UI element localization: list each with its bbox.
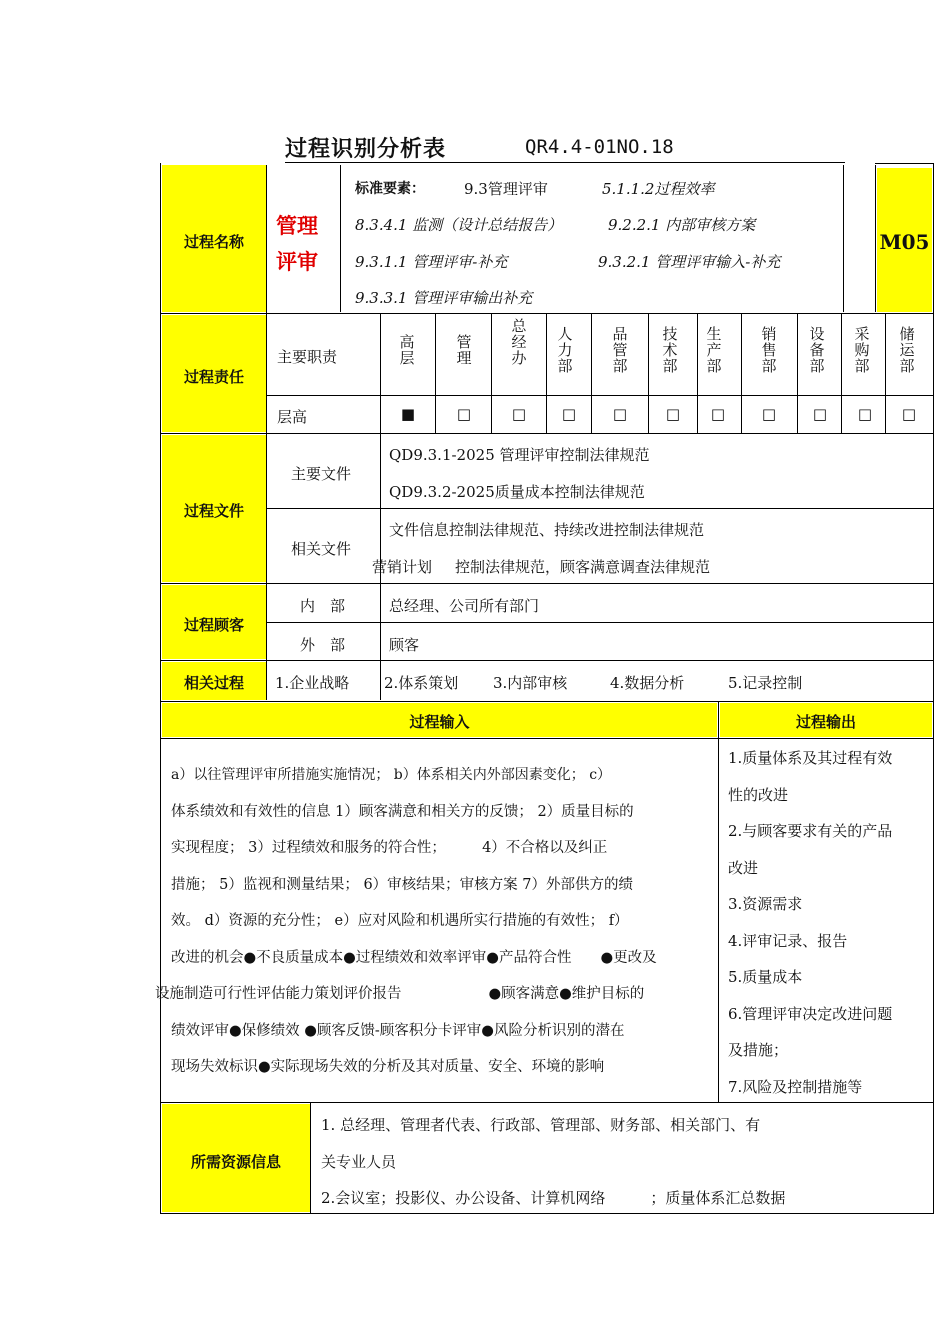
output-header: 过程输出	[795, 713, 856, 731]
main-duties-label: 主要职责	[277, 348, 338, 366]
resources-label: 所需资源信息	[190, 1153, 281, 1171]
related-process-item: 1.企业战略	[275, 674, 350, 692]
dept-storage: 储运部	[899, 325, 915, 375]
input-line: 绩效评审●保修绩效 ●顾客反馈-顾客积分卡评审●风险分析识别的潜在	[171, 1022, 625, 1039]
output-line: 1.质量体系及其过程有效	[728, 749, 893, 767]
standard-element: 5.1.1.2过程效率	[602, 180, 715, 198]
main-documents-label: 主要文件	[291, 465, 352, 483]
process-name-line1: 管理	[276, 214, 318, 238]
external-customers-label: 外 部	[300, 636, 346, 654]
input-header: 过程输入	[409, 713, 470, 731]
document-title: 过程识别分析表	[285, 136, 447, 162]
documents-label: 过程文件	[183, 502, 244, 520]
dept-purchasing: 采购部	[854, 325, 870, 375]
input-line: 实现程度； 3）过程绩效和服务的符合性； 4）不合格以及纠正	[171, 840, 608, 856]
dept-production: 生产部	[706, 325, 722, 375]
output-line: 5.质量成本	[728, 968, 803, 986]
standard-element: 9.2.2.1 内部审核方案	[608, 216, 756, 234]
main-document: QD9.3.2-2025质量成本控制法律规范	[389, 483, 645, 501]
internal-customers-label: 内 部	[300, 597, 346, 615]
dept-general-office: 总经办	[511, 317, 527, 367]
output-line: 及措施；	[728, 1041, 789, 1059]
level-label: 层高	[277, 408, 308, 426]
process-name-label: 过程名称	[183, 233, 244, 251]
input-line: 效。 d）资源的充分性； e）应对风险和机遇所实行措施的有效性； f）	[171, 913, 629, 929]
input-line: a）以往管理评审所措施实施情况； b）体系相关内外部因素变化； c）	[171, 767, 612, 783]
dept-equipment: 设备部	[809, 325, 825, 375]
related-document: 营销计划	[372, 558, 433, 576]
standard-element: 9.3.2.1 管理评审输入-补充	[598, 253, 781, 271]
input-line: 改进的机会●不良质量成本●过程绩效和效率评审●产品符合性 ●更改及	[171, 949, 657, 966]
mark-hr: □	[561, 405, 577, 423]
output-line: 性的改进	[728, 785, 789, 804]
mark-equipment: □	[812, 405, 828, 423]
input-line: 现场失效标识●实际现场失效的分析及其对质量、安全、环境的影响	[171, 1059, 605, 1075]
related-process-item: 5.记录控制	[728, 674, 803, 692]
mark-top-management: ■	[400, 405, 416, 423]
related-process-item: 3.内部审核	[493, 674, 568, 692]
related-process-item: 4.数据分析	[610, 674, 685, 692]
related-document: 控制法律规范，顾客满意调查法律规范	[455, 558, 711, 576]
process-name-line2: 评审	[276, 250, 318, 274]
mark-quality: □	[612, 405, 628, 423]
dept-sales: 销售部	[761, 325, 777, 375]
mark-general-office: □	[511, 405, 527, 423]
resources-line: 关专业人员	[321, 1153, 397, 1171]
document-code: QR4.4-01NO.18	[525, 136, 674, 158]
input-line: 措施； 5）监视和测量结果； 6）审核结果；审核方案 7）外部供方的绩	[171, 876, 634, 893]
related-document: 文件信息控制法律规范、持续改进控制法律规范	[389, 521, 705, 539]
standard-element: 9.3.3.1 管理评审输出补充	[355, 289, 533, 307]
internal-customers-value: 总经理、公司所有部门	[389, 597, 540, 615]
mark-sales: □	[761, 405, 777, 423]
external-customers-value: 顾客	[389, 636, 420, 654]
resources-line: 2.会议室；投影仪、办公设备、计算机网络 ；质量体系汇总数据	[321, 1189, 786, 1207]
dept-management: 管理	[456, 333, 472, 367]
related-process-item: 2.体系策划	[384, 674, 459, 692]
standard-element: 8.3.4.1 监测（设计总结报告）	[355, 216, 563, 234]
process-output-text	[728, 740, 930, 1105]
mark-management: □	[456, 405, 472, 423]
output-line: 7.风险及控制措施等	[728, 1077, 863, 1096]
output-line: 2.与顾客要求有关的产品	[728, 822, 893, 840]
mark-storage: □	[901, 405, 917, 423]
related-documents-label: 相关文件	[291, 540, 352, 558]
mark-production: □	[710, 405, 726, 423]
responsibility-label: 过程责任	[183, 368, 244, 386]
dept-top-management: 高层	[399, 333, 415, 367]
customers-label: 过程顾客	[183, 616, 244, 634]
output-line: 改进	[728, 858, 759, 877]
standard-element: 9.3.1.1 管理评审-补充	[355, 253, 508, 271]
output-line: 3.资源需求	[728, 895, 803, 913]
output-line: 6.管理评审决定改进问题	[728, 1004, 893, 1023]
dept-quality: 品管部	[612, 325, 628, 375]
mark-purchasing: □	[857, 405, 873, 423]
input-line: 体系绩效和有效性的信息 1）顾客满意和相关方的反馈； 2）质量目标的	[171, 803, 634, 820]
process-input-text	[155, 757, 716, 1086]
standard-element: 9.3管理评审	[464, 180, 548, 198]
dept-technical: 技术部	[662, 325, 678, 375]
mark-technical: □	[665, 405, 681, 423]
dept-hr: 人力部	[557, 325, 573, 375]
table-left-border	[160, 163, 161, 1214]
output-line: 4.评审记录、报告	[728, 931, 848, 950]
related-process-label: 相关过程	[183, 674, 244, 692]
main-document: QD9.3.1-2025 管理评审控制法律规范	[389, 446, 650, 464]
title-rule	[285, 162, 845, 163]
form-code: M05	[879, 230, 930, 254]
table-right-border	[933, 163, 934, 1214]
standard-elements-label: 标准要素：	[355, 181, 425, 197]
input-line: 设施制造可行性评估能力策划评价报告 ●顾客满意●维护目标的	[155, 986, 645, 1002]
resources-line: 1. 总经理、管理者代表、行政部、管理部、财务部、相关部门、有	[321, 1116, 761, 1134]
